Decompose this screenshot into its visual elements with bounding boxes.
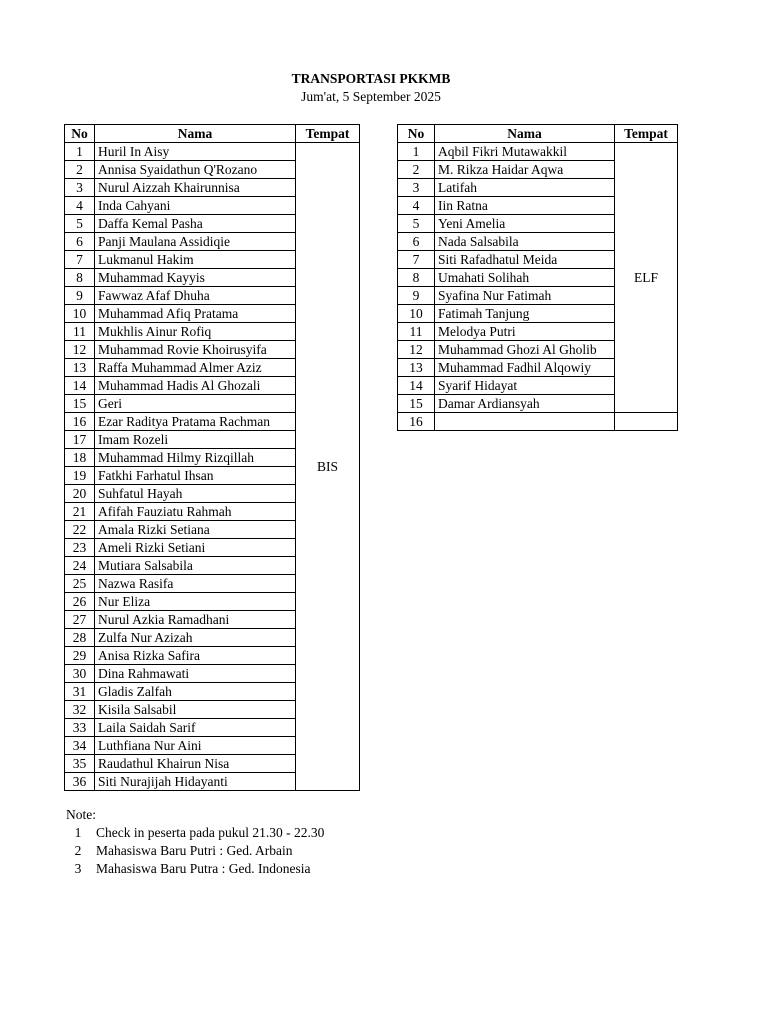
row-name: Fawwaz Afaf Dhuha bbox=[95, 287, 296, 305]
row-number: 5 bbox=[398, 215, 435, 233]
note-number: 2 bbox=[74, 843, 82, 858]
table-row bbox=[398, 143, 678, 161]
row-number: 18 bbox=[65, 449, 95, 467]
row-name: Aqbil Fikri Mutawakkil bbox=[435, 143, 615, 161]
row-name: Inda Cahyani bbox=[95, 197, 296, 215]
row-name: Fatkhi Farhatul Ihsan bbox=[95, 467, 296, 485]
row-name: Nazwa Rasifa bbox=[95, 575, 296, 593]
row-name: Muhammad Rovie Khoirusyifa bbox=[95, 341, 296, 359]
row-name: Muhammad Kayyis bbox=[95, 269, 296, 287]
row-number: 20 bbox=[65, 485, 95, 503]
row-name: Syarif Hidayat bbox=[435, 377, 615, 395]
note-number: 1 bbox=[74, 825, 82, 840]
header-no: No bbox=[398, 125, 435, 143]
row-number: 8 bbox=[398, 269, 435, 287]
row-number: 14 bbox=[398, 377, 435, 395]
row-name: M. Rikza Haidar Aqwa bbox=[435, 161, 615, 179]
row-name: Panji Maulana Assidiqie bbox=[95, 233, 296, 251]
row-name: Zulfa Nur Azizah bbox=[95, 629, 296, 647]
row-name: Muhammad Hilmy Rizqillah bbox=[95, 449, 296, 467]
row-name: Nurul Azkia Ramadhani bbox=[95, 611, 296, 629]
vehicle-cell: BIS bbox=[296, 143, 360, 791]
row-number: 9 bbox=[398, 287, 435, 305]
row-number: 35 bbox=[65, 755, 95, 773]
row-number: 32 bbox=[65, 701, 95, 719]
row-name: Afifah Fauziatu Rahmah bbox=[95, 503, 296, 521]
notes-label: Note: bbox=[66, 807, 96, 822]
row-number: 7 bbox=[398, 251, 435, 269]
row-name: Umahati Solihah bbox=[435, 269, 615, 287]
row-name: Siti Rafadhatul Meida bbox=[435, 251, 615, 269]
document-title: TRANSPORTASI PKKMB bbox=[291, 71, 451, 86]
row-name: Huril In Aisy bbox=[95, 143, 296, 161]
row-name: Raffa Muhammad Almer Aziz bbox=[95, 359, 296, 377]
header-nama: Nama bbox=[435, 125, 615, 143]
row-number: 24 bbox=[65, 557, 95, 575]
row-name: Luthfiana Nur Aini bbox=[95, 737, 296, 755]
row-number: 21 bbox=[65, 503, 95, 521]
row-name: Mukhlis Ainur Rofiq bbox=[95, 323, 296, 341]
row-name: Geri bbox=[95, 395, 296, 413]
header-nama: Nama bbox=[95, 125, 296, 143]
row-number: 1 bbox=[398, 143, 435, 161]
row-number: 12 bbox=[398, 341, 435, 359]
row-number: 14 bbox=[65, 377, 95, 395]
row-number: 33 bbox=[65, 719, 95, 737]
row-name: Damar Ardiansyah bbox=[435, 395, 615, 413]
row-number: 34 bbox=[65, 737, 95, 755]
row-name: Syafina Nur Fatimah bbox=[435, 287, 615, 305]
row-number: 23 bbox=[65, 539, 95, 557]
notes-section bbox=[66, 806, 324, 878]
row-number: 6 bbox=[398, 233, 435, 251]
header-tempat: Tempat bbox=[615, 125, 678, 143]
row-name: Siti Nurajijah Hidayanti bbox=[95, 773, 296, 791]
row-number: 26 bbox=[65, 593, 95, 611]
table-row bbox=[65, 143, 360, 161]
vehicle-cell: ELF bbox=[615, 143, 678, 413]
row-number: 3 bbox=[398, 179, 435, 197]
row-name: Daffa Kemal Pasha bbox=[95, 215, 296, 233]
row-number: 29 bbox=[65, 647, 95, 665]
note-item bbox=[66, 860, 324, 878]
row-name: Suhfatul Hayah bbox=[95, 485, 296, 503]
row-number: 3 bbox=[65, 179, 95, 197]
note-item bbox=[66, 824, 324, 842]
row-name: Melodya Putri bbox=[435, 323, 615, 341]
row-number: 12 bbox=[65, 341, 95, 359]
row-name: Nurul Aizzah Khairunnisa bbox=[95, 179, 296, 197]
row-name: Latifah bbox=[435, 179, 615, 197]
row-number: 10 bbox=[398, 305, 435, 323]
header-tempat: Tempat bbox=[296, 125, 360, 143]
row-number: 25 bbox=[65, 575, 95, 593]
note-text: Check in peserta pada pukul 21.30 - 22.30 bbox=[96, 825, 325, 840]
row-name: Amala Rizki Setiana bbox=[95, 521, 296, 539]
row-number: 19 bbox=[65, 467, 95, 485]
row-number: 16 bbox=[398, 413, 435, 431]
table-header-row bbox=[398, 125, 678, 143]
row-number: 7 bbox=[65, 251, 95, 269]
row-number: 13 bbox=[65, 359, 95, 377]
row-number: 5 bbox=[65, 215, 95, 233]
row-name: Anisa Rizka Safira bbox=[95, 647, 296, 665]
row-number: 16 bbox=[65, 413, 95, 431]
note-number: 3 bbox=[74, 861, 82, 876]
row-name: Muhammad Hadis Al Ghozali bbox=[95, 377, 296, 395]
document-date: Jum'at, 5 September 2025 bbox=[301, 89, 441, 104]
row-number: 36 bbox=[65, 773, 95, 791]
row-number: 2 bbox=[65, 161, 95, 179]
row-name: Laila Saidah Sarif bbox=[95, 719, 296, 737]
row-name: Mutiara Salsabila bbox=[95, 557, 296, 575]
table-row bbox=[398, 413, 678, 431]
row-number: 15 bbox=[65, 395, 95, 413]
row-name: Iin Ratna bbox=[435, 197, 615, 215]
row-number: 15 bbox=[398, 395, 435, 413]
row-number: 9 bbox=[65, 287, 95, 305]
row-name bbox=[435, 413, 615, 431]
row-number: 1 bbox=[65, 143, 95, 161]
row-name: Nada Salsabila bbox=[435, 233, 615, 251]
row-name: Fatimah Tanjung bbox=[435, 305, 615, 323]
row-name: Lukmanul Hakim bbox=[95, 251, 296, 269]
row-number: 11 bbox=[65, 323, 95, 341]
row-name: Yeni Amelia bbox=[435, 215, 615, 233]
empty-cell bbox=[615, 413, 678, 431]
note-text: Mahasiswa Baru Putra : Ged. Indonesia bbox=[96, 861, 311, 876]
row-number: 22 bbox=[65, 521, 95, 539]
row-number: 28 bbox=[65, 629, 95, 647]
note-text: Mahasiswa Baru Putri : Ged. Arbain bbox=[96, 843, 293, 858]
row-name: Gladis Zalfah bbox=[95, 683, 296, 701]
row-number: 13 bbox=[398, 359, 435, 377]
row-name: Ameli Rizki Setiani bbox=[95, 539, 296, 557]
header-no: No bbox=[65, 125, 95, 143]
row-name: Muhammad Afiq Pratama bbox=[95, 305, 296, 323]
row-number: 11 bbox=[398, 323, 435, 341]
bis-passenger-table bbox=[64, 124, 360, 791]
row-name: Imam Rozeli bbox=[95, 431, 296, 449]
row-name: Nur Eliza bbox=[95, 593, 296, 611]
note-item bbox=[66, 842, 324, 860]
row-name: Kisila Salsabil bbox=[95, 701, 296, 719]
row-number: 4 bbox=[398, 197, 435, 215]
row-name: Dina Rahmawati bbox=[95, 665, 296, 683]
row-number: 2 bbox=[398, 161, 435, 179]
row-name: Muhammad Fadhil Alqowiy bbox=[435, 359, 615, 377]
row-number: 17 bbox=[65, 431, 95, 449]
elf-passenger-table bbox=[397, 124, 678, 431]
row-number: 8 bbox=[65, 269, 95, 287]
row-name: Annisa Syaidathun Q'Rozano bbox=[95, 161, 296, 179]
row-name: Raudathul Khairun Nisa bbox=[95, 755, 296, 773]
row-name: Muhammad Ghozi Al Gholib bbox=[435, 341, 615, 359]
row-number: 31 bbox=[65, 683, 95, 701]
row-number: 10 bbox=[65, 305, 95, 323]
row-number: 27 bbox=[65, 611, 95, 629]
row-number: 4 bbox=[65, 197, 95, 215]
document-header bbox=[0, 70, 742, 106]
row-number: 30 bbox=[65, 665, 95, 683]
row-number: 6 bbox=[65, 233, 95, 251]
row-name: Ezar Raditya Pratama Rachman bbox=[95, 413, 296, 431]
table-header-row bbox=[65, 125, 360, 143]
notes-list bbox=[66, 824, 324, 878]
